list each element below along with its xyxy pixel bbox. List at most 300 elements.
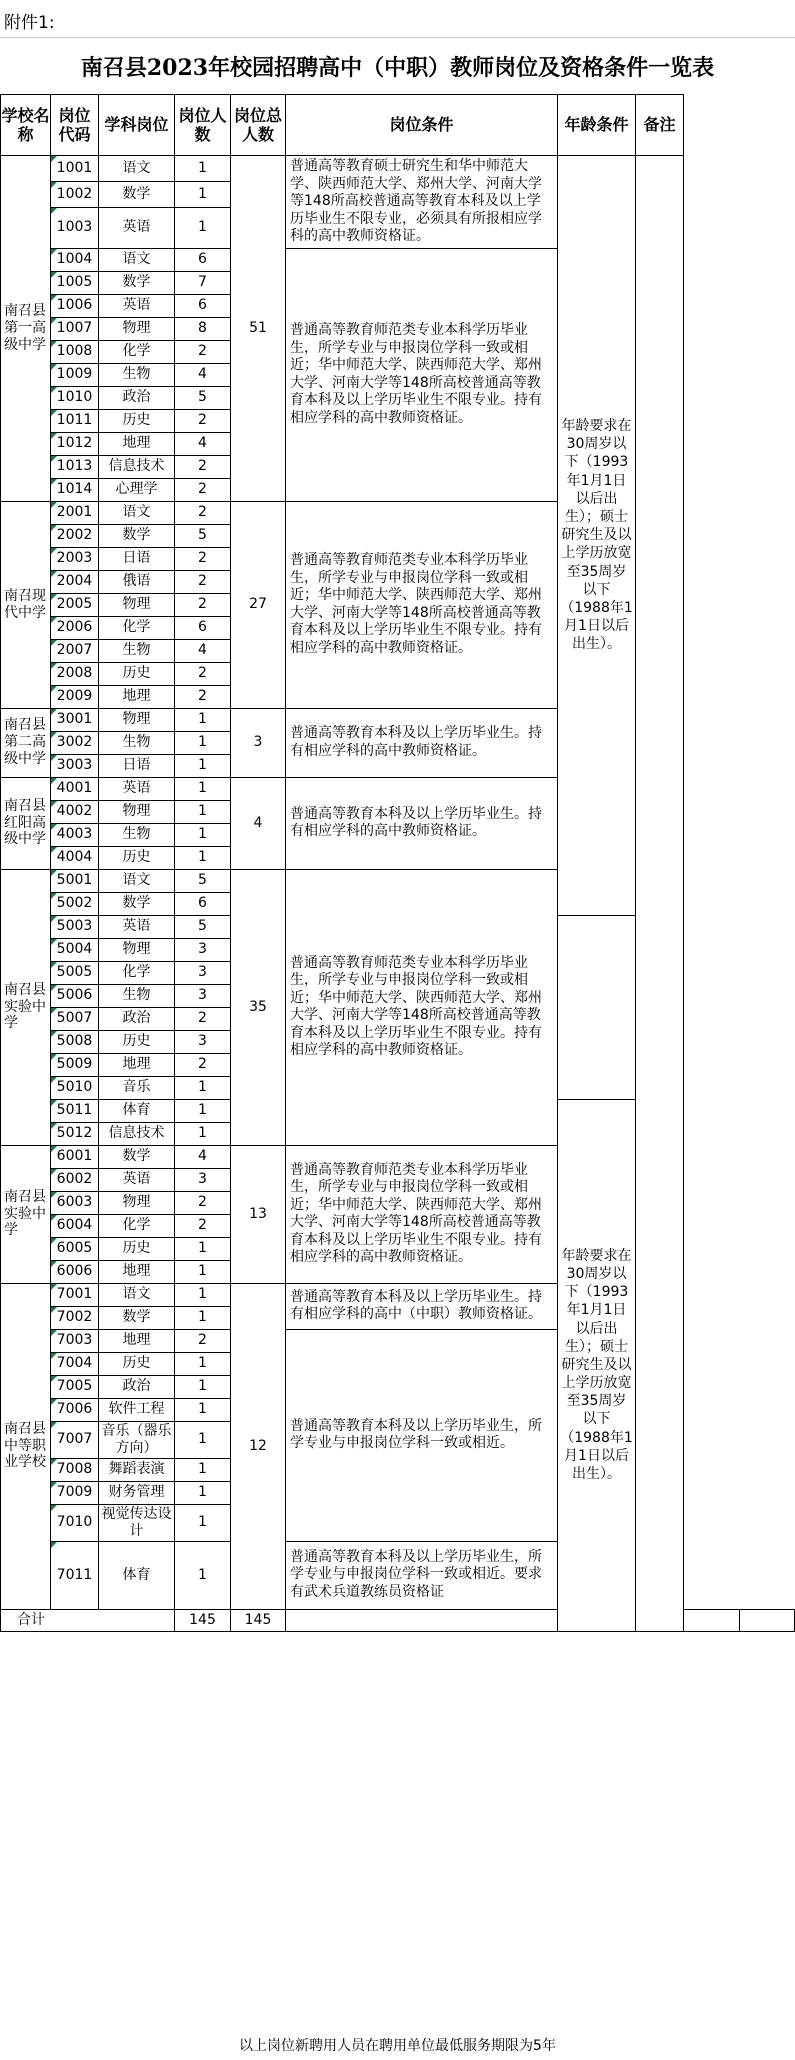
position-code bbox=[51, 616, 99, 639]
position-code bbox=[51, 1237, 99, 1260]
position-code-text: 1011 bbox=[56, 412, 93, 429]
subject: 财务管理 bbox=[99, 1481, 175, 1504]
position-code-text: 5003 bbox=[56, 918, 93, 935]
position-code bbox=[51, 662, 99, 685]
position-code bbox=[51, 1481, 99, 1504]
position-code-text: 7007 bbox=[56, 1431, 93, 1448]
position-code-text: 5001 bbox=[56, 872, 93, 889]
subject: 数学 bbox=[99, 892, 175, 915]
position-code bbox=[51, 892, 99, 915]
cell-marker-icon bbox=[51, 249, 57, 255]
cell-marker-icon bbox=[51, 1054, 57, 1060]
position-code bbox=[51, 271, 99, 294]
position-condition: 普通高等教育本科及以上学历毕业生。持有相应学科的高中（中职）教师资格证。 bbox=[286, 1283, 558, 1329]
cell-marker-icon bbox=[51, 182, 57, 188]
position-code bbox=[51, 1168, 99, 1191]
position-code bbox=[51, 800, 99, 823]
school-total: 3 bbox=[231, 708, 286, 777]
position-code bbox=[51, 846, 99, 869]
position-count: 5 bbox=[175, 524, 231, 547]
cell-marker-icon bbox=[51, 456, 57, 462]
position-code-text: 1008 bbox=[56, 343, 93, 360]
position-code bbox=[51, 455, 99, 478]
header-age: 年龄条件 bbox=[558, 95, 636, 156]
position-condition: 普通高等教育师范类专业本科学历毕业生，所学专业与申报岗位学科一致或相近；华中师范大学、陕西师范大学、郑州大学、河南大学等148所高校普通高等教育本科及以上学历毕业生不限专业。持有相应学科的高中教师资格证。 bbox=[286, 869, 558, 1145]
position-code-text: 7011 bbox=[56, 1566, 93, 1583]
position-code bbox=[51, 524, 99, 547]
position-code bbox=[51, 432, 99, 455]
subject: 地理 bbox=[99, 1329, 175, 1352]
position-code bbox=[51, 639, 99, 662]
subject: 数学 bbox=[99, 1145, 175, 1168]
position-count: 1 bbox=[175, 1458, 231, 1481]
position-count: 3 bbox=[175, 984, 231, 1007]
position-count: 3 bbox=[175, 961, 231, 984]
position-code bbox=[51, 1504, 99, 1541]
position-code bbox=[51, 478, 99, 501]
cell-marker-icon bbox=[51, 1422, 57, 1428]
cell-marker-icon bbox=[51, 1008, 57, 1014]
position-count: 2 bbox=[175, 1329, 231, 1352]
position-code-text: 2007 bbox=[56, 642, 93, 659]
subject: 日语 bbox=[99, 754, 175, 777]
position-code-text: 1007 bbox=[56, 320, 93, 337]
position-code bbox=[51, 1541, 99, 1609]
position-count: 3 bbox=[175, 1168, 231, 1191]
school-name: 南召县实验中学 bbox=[1, 869, 51, 1145]
position-count: 1 bbox=[175, 800, 231, 823]
total-note-empty bbox=[739, 1609, 795, 1631]
position-code-text: 2006 bbox=[56, 619, 93, 636]
cell-marker-icon bbox=[51, 1505, 57, 1511]
cell-marker-icon bbox=[51, 433, 57, 439]
position-count: 2 bbox=[175, 1214, 231, 1237]
position-count: 2 bbox=[175, 570, 231, 593]
attachment-label: 附件1: bbox=[4, 13, 55, 33]
subject: 历史 bbox=[99, 1030, 175, 1053]
subject: 历史 bbox=[99, 846, 175, 869]
subject: 生物 bbox=[99, 984, 175, 1007]
cell-marker-icon bbox=[51, 870, 57, 876]
position-count: 1 bbox=[175, 1375, 231, 1398]
position-count: 2 bbox=[175, 1191, 231, 1214]
school-name: 南召县实验中学 bbox=[1, 1145, 51, 1283]
position-code-text: 2005 bbox=[56, 596, 93, 613]
position-code-text: 1006 bbox=[56, 297, 93, 314]
subject: 软件工程 bbox=[99, 1398, 175, 1421]
position-count: 1 bbox=[175, 207, 231, 248]
position-code-text: 3001 bbox=[56, 711, 93, 728]
cell-marker-icon bbox=[51, 208, 57, 214]
position-code-text: 7002 bbox=[56, 1309, 93, 1326]
cell-marker-icon bbox=[51, 962, 57, 968]
subject: 历史 bbox=[99, 1237, 175, 1260]
position-code bbox=[51, 340, 99, 363]
subject: 英语 bbox=[99, 294, 175, 317]
subject: 语文 bbox=[99, 156, 175, 182]
position-code bbox=[51, 1260, 99, 1283]
position-count: 5 bbox=[175, 915, 231, 938]
position-count: 1 bbox=[175, 1421, 231, 1458]
subject: 音乐（器乐方向） bbox=[99, 1421, 175, 1458]
subject: 舞蹈表演 bbox=[99, 1458, 175, 1481]
subject: 数学 bbox=[99, 1306, 175, 1329]
positions-table bbox=[0, 94, 795, 1632]
subject: 生物 bbox=[99, 731, 175, 754]
position-condition: 普通高等教育师范类专业本科学历毕业生，所学专业与申报岗位学科一致或相近；华中师范大学、陕西师范大学、郑州大学、河南大学等148所高校普通高等教育本科及以上学历毕业生不限专业。持有相应学科的高中教师资格证。 bbox=[286, 248, 558, 501]
position-code-text: 1009 bbox=[56, 366, 93, 383]
age-condition: 年龄要求在30周岁以下（1993年1月1日以后出生）；硕士研究生及以上学历放宽至35周岁以下（1988年1月1日以后出生）。 bbox=[558, 1099, 636, 1631]
position-code bbox=[51, 1283, 99, 1306]
cell-marker-icon bbox=[51, 824, 57, 830]
position-count: 1 bbox=[175, 777, 231, 800]
position-code-text: 1010 bbox=[56, 389, 93, 406]
position-code-text: 6002 bbox=[56, 1171, 93, 1188]
subject: 历史 bbox=[99, 1352, 175, 1375]
cell-marker-icon bbox=[51, 479, 57, 485]
school-total: 13 bbox=[231, 1145, 286, 1283]
position-code-text: 6003 bbox=[56, 1194, 93, 1211]
position-count: 1 bbox=[175, 1099, 231, 1122]
position-code bbox=[51, 1458, 99, 1481]
position-count: 1 bbox=[175, 156, 231, 182]
position-code-text: 5009 bbox=[56, 1056, 93, 1073]
cell-marker-icon bbox=[51, 525, 57, 531]
position-code-text: 7008 bbox=[56, 1461, 93, 1478]
position-code-text: 7009 bbox=[56, 1484, 93, 1501]
cell-marker-icon bbox=[51, 1169, 57, 1175]
position-count: 3 bbox=[175, 1030, 231, 1053]
position-code bbox=[51, 1122, 99, 1145]
position-condition: 普通高等教育师范类专业本科学历毕业生，所学专业与申报岗位学科一致或相近；华中师范大学、陕西师范大学、郑州大学、河南大学等148所高校普通高等教育本科及以上学历毕业生不限专业。持有相应学科的高中教师资格证。 bbox=[286, 501, 558, 708]
position-code bbox=[51, 294, 99, 317]
cell-marker-icon bbox=[51, 709, 57, 715]
position-code bbox=[51, 915, 99, 938]
cell-marker-icon bbox=[51, 1261, 57, 1267]
subject: 心理学 bbox=[99, 478, 175, 501]
position-code-text: 7004 bbox=[56, 1355, 93, 1372]
subject: 地理 bbox=[99, 432, 175, 455]
position-code-text: 1004 bbox=[56, 251, 93, 268]
position-condition: 普通高等教育本科及以上学历毕业生。持有相应学科的高中教师资格证。 bbox=[286, 708, 558, 777]
cell-marker-icon bbox=[51, 686, 57, 692]
subject: 英语 bbox=[99, 777, 175, 800]
position-code-text: 5002 bbox=[56, 895, 93, 912]
cell-marker-icon bbox=[51, 939, 57, 945]
subject: 信息技术 bbox=[99, 1122, 175, 1145]
position-count: 5 bbox=[175, 869, 231, 892]
header-code: 岗位代码 bbox=[51, 95, 99, 156]
position-condition: 普通高等教育本科及以上学历毕业生，所学专业与申报岗位学科一致或相近。要求有武术兵道教练员资格证 bbox=[286, 1541, 558, 1609]
position-code bbox=[51, 1076, 99, 1099]
cell-marker-icon bbox=[51, 640, 57, 646]
position-code bbox=[51, 685, 99, 708]
cell-marker-icon bbox=[51, 156, 57, 162]
subject: 视觉传达设计 bbox=[99, 1504, 175, 1541]
position-code bbox=[51, 156, 99, 182]
position-code bbox=[51, 731, 99, 754]
cell-marker-icon bbox=[51, 1031, 57, 1037]
position-code bbox=[51, 1306, 99, 1329]
position-code-text: 3003 bbox=[56, 757, 93, 774]
subject: 历史 bbox=[99, 662, 175, 685]
position-code-text: 2009 bbox=[56, 688, 93, 705]
subject: 生物 bbox=[99, 639, 175, 662]
subject: 物理 bbox=[99, 317, 175, 340]
position-count: 1 bbox=[175, 754, 231, 777]
position-code-text: 2002 bbox=[56, 527, 93, 544]
cell-marker-icon bbox=[51, 1284, 57, 1290]
subject: 地理 bbox=[99, 1260, 175, 1283]
note-cell bbox=[636, 156, 684, 1632]
table-row bbox=[1, 156, 795, 182]
position-code bbox=[51, 823, 99, 846]
position-code-text: 2001 bbox=[56, 504, 93, 521]
subject: 物理 bbox=[99, 593, 175, 616]
position-code bbox=[51, 1030, 99, 1053]
position-count: 4 bbox=[175, 432, 231, 455]
position-count: 1 bbox=[175, 1504, 231, 1541]
position-count: 4 bbox=[175, 363, 231, 386]
cell-marker-icon bbox=[51, 295, 57, 301]
position-code bbox=[51, 1053, 99, 1076]
position-code bbox=[51, 386, 99, 409]
cell-marker-icon bbox=[51, 1192, 57, 1198]
cell-marker-icon bbox=[51, 1542, 57, 1548]
position-count: 5 bbox=[175, 386, 231, 409]
cell-marker-icon bbox=[51, 985, 57, 991]
attachment-bar bbox=[0, 0, 795, 38]
footnote: 以上岗位新聘用人员在聘用单位最低服务期限为5年 bbox=[239, 2038, 556, 2054]
header-note: 备注 bbox=[636, 95, 684, 156]
subject: 数学 bbox=[99, 524, 175, 547]
position-code bbox=[51, 1375, 99, 1398]
school-total: 27 bbox=[231, 501, 286, 708]
position-code bbox=[51, 547, 99, 570]
position-count: 2 bbox=[175, 1053, 231, 1076]
position-code-text: 5004 bbox=[56, 941, 93, 958]
position-code-text: 1002 bbox=[56, 186, 93, 202]
position-code-text: 6005 bbox=[56, 1240, 93, 1257]
position-count: 1 bbox=[175, 181, 231, 207]
cell-marker-icon bbox=[51, 1459, 57, 1465]
position-count: 1 bbox=[175, 731, 231, 754]
cell-marker-icon bbox=[51, 755, 57, 761]
subject: 音乐 bbox=[99, 1076, 175, 1099]
position-code bbox=[51, 1352, 99, 1375]
position-code-text: 1012 bbox=[56, 435, 93, 452]
position-count: 4 bbox=[175, 1145, 231, 1168]
position-code bbox=[51, 708, 99, 731]
position-code-text: 4003 bbox=[56, 826, 93, 843]
subject: 语文 bbox=[99, 501, 175, 524]
position-code-text: 1001 bbox=[56, 160, 93, 177]
cell-marker-icon bbox=[51, 318, 57, 324]
position-code-text: 6004 bbox=[56, 1217, 93, 1234]
header-subject: 学科岗位 bbox=[99, 95, 175, 156]
cell-marker-icon bbox=[51, 272, 57, 278]
position-code-text: 5006 bbox=[56, 987, 93, 1004]
cell-marker-icon bbox=[51, 1353, 57, 1359]
cell-marker-icon bbox=[51, 1399, 57, 1405]
position-code-text: 5007 bbox=[56, 1010, 93, 1027]
school-name: 南召县第一高级中学 bbox=[1, 156, 51, 502]
position-code-text: 2004 bbox=[56, 573, 93, 590]
cell-marker-icon bbox=[51, 801, 57, 807]
position-count: 1 bbox=[175, 1352, 231, 1375]
header-count: 岗位人数 bbox=[175, 95, 231, 156]
subject: 语文 bbox=[99, 869, 175, 892]
position-code bbox=[51, 961, 99, 984]
subject: 历史 bbox=[99, 409, 175, 432]
position-code bbox=[51, 777, 99, 800]
position-code-text: 4002 bbox=[56, 803, 93, 820]
subject: 化学 bbox=[99, 961, 175, 984]
cell-marker-icon bbox=[51, 778, 57, 784]
cell-marker-icon bbox=[51, 1307, 57, 1313]
position-code-text: 1014 bbox=[56, 481, 93, 498]
header-total: 岗位总人数 bbox=[231, 95, 286, 156]
position-count: 1 bbox=[175, 1283, 231, 1306]
cell-marker-icon bbox=[51, 732, 57, 738]
position-count: 2 bbox=[175, 455, 231, 478]
subject: 地理 bbox=[99, 685, 175, 708]
total-age-empty bbox=[684, 1609, 740, 1631]
position-code-text: 7006 bbox=[56, 1401, 93, 1418]
subject: 英语 bbox=[99, 207, 175, 248]
position-count: 2 bbox=[175, 409, 231, 432]
cell-marker-icon bbox=[51, 548, 57, 554]
cell-marker-icon bbox=[51, 410, 57, 416]
position-code bbox=[51, 181, 99, 207]
position-code bbox=[51, 409, 99, 432]
position-code-text: 7005 bbox=[56, 1378, 93, 1395]
subject: 日语 bbox=[99, 547, 175, 570]
subject: 化学 bbox=[99, 1214, 175, 1237]
subject: 俄语 bbox=[99, 570, 175, 593]
position-count: 6 bbox=[175, 892, 231, 915]
subject: 化学 bbox=[99, 340, 175, 363]
position-code-text: 5011 bbox=[56, 1102, 93, 1119]
position-code bbox=[51, 501, 99, 524]
position-code-text: 2003 bbox=[56, 550, 93, 567]
total-count: 145 bbox=[175, 1609, 231, 1631]
position-code bbox=[51, 317, 99, 340]
position-code-text: 1013 bbox=[56, 458, 93, 475]
subject: 生物 bbox=[99, 363, 175, 386]
subject: 物理 bbox=[99, 708, 175, 731]
position-code bbox=[51, 1191, 99, 1214]
subject: 生物 bbox=[99, 823, 175, 846]
school-name: 南召县第二高级中学 bbox=[1, 708, 51, 777]
cell-marker-icon bbox=[51, 1238, 57, 1244]
cell-marker-icon bbox=[51, 1330, 57, 1336]
position-code-text: 6006 bbox=[56, 1263, 93, 1280]
cell-marker-icon bbox=[51, 1123, 57, 1129]
position-code-text: 2008 bbox=[56, 665, 93, 682]
position-condition: 普通高等教育硕士研究生和华中师范大学、陕西师范大学、郑州大学、河南大学等148所高校普通高等教育本科及以上学历毕业生不限专业，必须具有所报相应学科的高中教师资格证。 bbox=[286, 156, 558, 249]
position-count: 1 bbox=[175, 823, 231, 846]
position-count: 7 bbox=[175, 271, 231, 294]
position-count: 2 bbox=[175, 662, 231, 685]
position-count: 2 bbox=[175, 501, 231, 524]
position-count: 6 bbox=[175, 616, 231, 639]
position-count: 8 bbox=[175, 317, 231, 340]
cell-marker-icon bbox=[51, 387, 57, 393]
position-count: 1 bbox=[175, 846, 231, 869]
school-total: 35 bbox=[231, 869, 286, 1145]
position-count: 2 bbox=[175, 685, 231, 708]
position-count: 1 bbox=[175, 1122, 231, 1145]
position-code-text: 3002 bbox=[56, 734, 93, 751]
position-code bbox=[51, 1145, 99, 1168]
cell-marker-icon bbox=[51, 1215, 57, 1221]
total-label: 合计 bbox=[1, 1609, 175, 1631]
position-code bbox=[51, 248, 99, 271]
cell-marker-icon bbox=[51, 1146, 57, 1152]
position-count: 2 bbox=[175, 593, 231, 616]
position-count: 1 bbox=[175, 1076, 231, 1099]
subject: 英语 bbox=[99, 915, 175, 938]
position-count: 3 bbox=[175, 938, 231, 961]
school-total: 51 bbox=[231, 156, 286, 502]
position-code-text: 7001 bbox=[56, 1286, 93, 1303]
subject: 信息技术 bbox=[99, 455, 175, 478]
school-total: 12 bbox=[231, 1283, 286, 1609]
position-code bbox=[51, 754, 99, 777]
page-title: 南召县2023年校园招聘高中（中职）教师岗位及资格条件一览表 bbox=[80, 54, 715, 81]
cell-marker-icon bbox=[51, 341, 57, 347]
position-code bbox=[51, 1329, 99, 1352]
position-code bbox=[51, 1214, 99, 1237]
position-code-text: 5012 bbox=[56, 1125, 93, 1142]
subject: 数学 bbox=[99, 181, 175, 207]
total-sum: 145 bbox=[231, 1609, 286, 1631]
position-condition: 普通高等教育本科及以上学历毕业生，所学专业与申报岗位学科一致或相近。 bbox=[286, 1329, 558, 1541]
position-code bbox=[51, 1007, 99, 1030]
school-name: 南召县红阳高级中学 bbox=[1, 777, 51, 869]
position-count: 1 bbox=[175, 1306, 231, 1329]
cell-marker-icon bbox=[51, 1482, 57, 1488]
subject: 物理 bbox=[99, 800, 175, 823]
position-code-text: 7010 bbox=[56, 1514, 93, 1531]
position-code bbox=[51, 984, 99, 1007]
position-count: 2 bbox=[175, 478, 231, 501]
position-code-text: 1003 bbox=[56, 219, 93, 236]
position-count: 1 bbox=[175, 1237, 231, 1260]
subject: 语文 bbox=[99, 1283, 175, 1306]
position-count: 2 bbox=[175, 340, 231, 363]
total-condition-empty bbox=[286, 1609, 558, 1631]
subject: 英语 bbox=[99, 1168, 175, 1191]
header-condition: 岗位条件 bbox=[286, 95, 558, 156]
position-code bbox=[51, 1398, 99, 1421]
position-code-text: 5008 bbox=[56, 1033, 93, 1050]
position-code-text: 6001 bbox=[56, 1148, 93, 1165]
subject: 数学 bbox=[99, 271, 175, 294]
position-count: 1 bbox=[175, 708, 231, 731]
header-row bbox=[1, 95, 795, 156]
position-code bbox=[51, 1099, 99, 1122]
school-name: 南召现代中学 bbox=[1, 501, 51, 708]
position-count: 6 bbox=[175, 294, 231, 317]
cell-marker-icon bbox=[51, 364, 57, 370]
position-count: 2 bbox=[175, 547, 231, 570]
school-name: 南召县中等职业学校 bbox=[1, 1283, 51, 1609]
cell-marker-icon bbox=[51, 594, 57, 600]
subject: 物理 bbox=[99, 938, 175, 961]
subject: 政治 bbox=[99, 1007, 175, 1030]
